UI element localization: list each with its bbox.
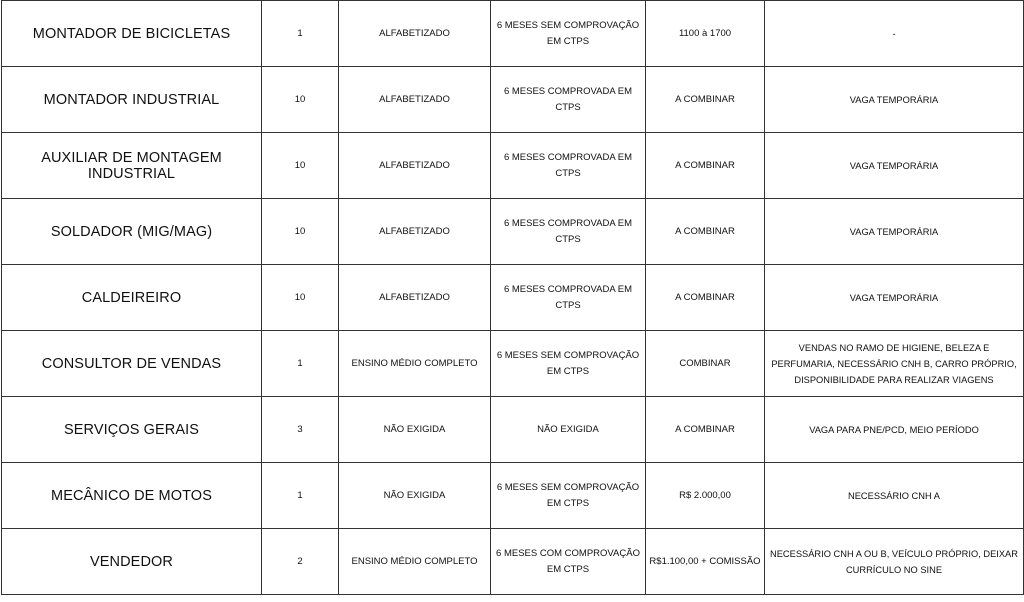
- education-cell: ENSINO MÉDIO COMPLETO: [339, 331, 491, 397]
- experience-cell: 6 MESES COM COMPROVAÇÃO EM CTPS: [491, 529, 646, 595]
- vacancies-cell: 3: [262, 397, 339, 463]
- education-cell: NÃO EXIGIDA: [339, 463, 491, 529]
- requirements-cell: VAGA TEMPORÁRIA: [765, 67, 1024, 133]
- experience-cell: 6 MESES SEM COMPROVAÇÃO EM CTPS: [491, 331, 646, 397]
- requirements-cell: VAGA TEMPORÁRIA: [765, 133, 1024, 199]
- education-cell: NÃO EXIGIDA: [339, 397, 491, 463]
- salary-cell: A COMBINAR: [646, 133, 765, 199]
- requirements-cell: VAGA TEMPORÁRIA: [765, 199, 1024, 265]
- requirements-cell: NECESSÁRIO CNH A OU B, VEÍCULO PRÓPRIO, DEIXAR CURRÍCULO NO SINE: [765, 529, 1024, 595]
- requirements-cell: VAGA TEMPORÁRIA: [765, 265, 1024, 331]
- table-row: [2, 199, 1024, 265]
- vacancies-cell: 10: [262, 265, 339, 331]
- salary-cell: A COMBINAR: [646, 265, 765, 331]
- job-title-cell: SOLDADOR (MIG/MAG): [2, 199, 262, 265]
- requirements-cell: VENDAS NO RAMO DE HIGIENE, BELEZA E PERFUMARIA, NECESSÁRIO CNH B, CARRO PRÓPRIO, DISPONIBILIDADE PARA REALIZAR VIAGENS: [765, 331, 1024, 397]
- table-row: [2, 331, 1024, 397]
- salary-cell: A COMBINAR: [646, 67, 765, 133]
- experience-cell: 6 MESES COMPROVADA EM CTPS: [491, 265, 646, 331]
- job-title-cell: MONTADOR INDUSTRIAL: [2, 67, 262, 133]
- table-row: [2, 463, 1024, 529]
- vacancies-cell: 10: [262, 199, 339, 265]
- vacancies-cell: 2: [262, 529, 339, 595]
- job-listings-body: [2, 1, 1024, 595]
- requirements-cell: -: [765, 1, 1024, 67]
- job-listings-table: [1, 0, 1024, 595]
- experience-cell: NÃO EXIGIDA: [491, 397, 646, 463]
- table-row: [2, 265, 1024, 331]
- salary-cell: R$ 2.000,00: [646, 463, 765, 529]
- education-cell: ALFABETIZADO: [339, 199, 491, 265]
- vacancies-cell: 1: [262, 1, 339, 67]
- requirements-cell: NECESSÁRIO CNH A: [765, 463, 1024, 529]
- job-title-cell: MONTADOR DE BICICLETAS: [2, 1, 262, 67]
- table-row: [2, 397, 1024, 463]
- experience-cell: 6 MESES COMPROVADA EM CTPS: [491, 133, 646, 199]
- vacancies-cell: 1: [262, 331, 339, 397]
- education-cell: ALFABETIZADO: [339, 1, 491, 67]
- job-title-cell: CALDEIREIRO: [2, 265, 262, 331]
- salary-cell: R$1.100,00 + COMISSÃO: [646, 529, 765, 595]
- vacancies-cell: 10: [262, 133, 339, 199]
- vacancies-cell: 10: [262, 67, 339, 133]
- job-title-cell: SERVIÇOS GERAIS: [2, 397, 262, 463]
- table-row: [2, 529, 1024, 595]
- salary-cell: 1100 à 1700: [646, 1, 765, 67]
- salary-cell: A COMBINAR: [646, 397, 765, 463]
- salary-cell: COMBINAR: [646, 331, 765, 397]
- experience-cell: 6 MESES COMPROVADA EM CTPS: [491, 199, 646, 265]
- education-cell: ALFABETIZADO: [339, 133, 491, 199]
- education-cell: ENSINO MÉDIO COMPLETO: [339, 529, 491, 595]
- job-title-cell: CONSULTOR DE VENDAS: [2, 331, 262, 397]
- experience-cell: 6 MESES COMPROVADA EM CTPS: [491, 67, 646, 133]
- experience-cell: 6 MESES SEM COMPROVAÇÃO EM CTPS: [491, 1, 646, 67]
- experience-cell: 6 MESES SEM COMPROVAÇÃO EM CTPS: [491, 463, 646, 529]
- table-row: [2, 1, 1024, 67]
- job-title-cell: AUXILIAR DE MONTAGEM INDUSTRIAL: [2, 133, 262, 199]
- salary-cell: A COMBINAR: [646, 199, 765, 265]
- table-row: [2, 133, 1024, 199]
- vacancies-cell: 1: [262, 463, 339, 529]
- table-row: [2, 67, 1024, 133]
- job-title-cell: VENDEDOR: [2, 529, 262, 595]
- education-cell: ALFABETIZADO: [339, 265, 491, 331]
- job-title-cell: MECÂNICO DE MOTOS: [2, 463, 262, 529]
- education-cell: ALFABETIZADO: [339, 67, 491, 133]
- requirements-cell: VAGA PARA PNE/PCD, MEIO PERÍODO: [765, 397, 1024, 463]
